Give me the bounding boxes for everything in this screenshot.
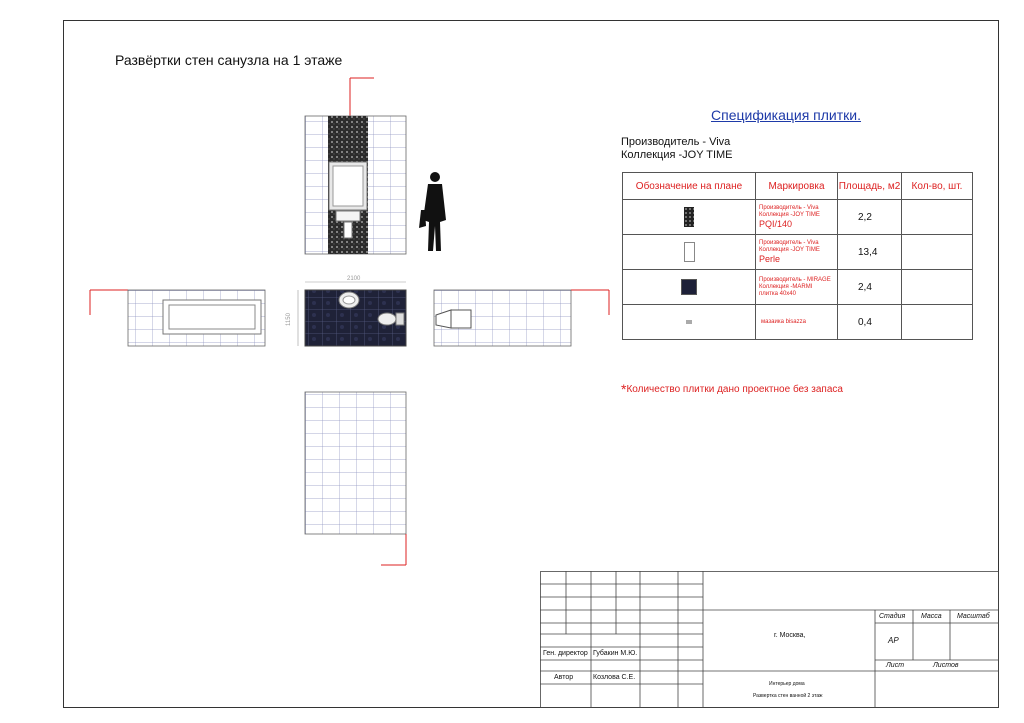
sheet-label: Лист [886, 662, 905, 669]
sheets-label: Листов [933, 662, 959, 669]
table-row [623, 270, 973, 305]
east-wall-elevation [434, 290, 609, 346]
plan-height-dimension: 1150 [286, 313, 292, 326]
qty-cell [902, 270, 973, 305]
table-row [623, 235, 973, 270]
project-name: Интерьер дома [769, 681, 805, 687]
floor-plan [286, 276, 406, 346]
table-row [623, 200, 973, 235]
spec-title: Спецификация плитки. [711, 107, 862, 123]
qty-cell [902, 305, 973, 340]
stock-note [621, 381, 843, 397]
area-cell: 0,4 [838, 305, 902, 340]
person-silhouette [419, 172, 446, 251]
marking-cell [756, 305, 838, 340]
page-title: Развёртки стен санузла на 1 этаже [115, 52, 343, 68]
marking-cell [756, 270, 838, 305]
mass-label: Масса [921, 613, 942, 620]
area-cell: 13,4 [838, 235, 902, 270]
marking-line: Коллекция -JOY TIME [759, 211, 820, 218]
note-text: Количество плитки дано проектное без запаса [626, 384, 843, 395]
qty-cell [902, 235, 973, 270]
marking-line: Производитель - Viva [759, 239, 819, 246]
title-block-grid [540, 571, 999, 708]
note-asterisk: * [621, 381, 627, 397]
col-area: Площадь, м2 [838, 173, 902, 200]
sheet-title: Развертка стен ванной 2 этаж [753, 693, 823, 699]
swatch-cell [623, 235, 756, 270]
white-tile-swatch [684, 242, 695, 262]
title-block [540, 571, 999, 708]
marking-line: Производитель - Viva [759, 204, 819, 211]
marking-line: Коллекция -MARMI [759, 283, 813, 290]
marking-code: PQI/140 [759, 218, 793, 229]
marking-cell [756, 200, 838, 235]
west-wall-elevation [90, 290, 265, 346]
marking-line: Коллекция -JOY TIME [759, 246, 820, 253]
south-wall-elevation [305, 392, 406, 565]
area-cell: 2,4 [838, 270, 902, 305]
marking-cell [756, 235, 838, 270]
swatch-cell [623, 200, 756, 235]
gen-director-label: Ген. директор [543, 650, 588, 657]
marking-line: плитка 40x40 [759, 290, 796, 297]
author-name: Козлова С.Е. [593, 674, 636, 681]
area-cell: 2,2 [838, 200, 902, 235]
col-marking: Маркировка [756, 173, 838, 200]
collection-line: Коллекция -JOY TIME [621, 149, 733, 161]
marking-line: Производитель - MIRAGE [759, 276, 831, 283]
gen-director-name: Губакин М.Ю. [593, 650, 638, 657]
col-designation: Обозначение на плане [623, 173, 756, 200]
table-header-row [623, 173, 973, 200]
maker-line: Производитель - Viva [621, 136, 731, 148]
qty-cell [902, 200, 973, 235]
table-row [623, 305, 973, 340]
swatch-cell [623, 270, 756, 305]
stage-label: Стадия [879, 613, 906, 620]
dark-tile-swatch [681, 279, 697, 295]
stage-value: АР [888, 636, 899, 645]
wall-elevations-drawing [85, 70, 615, 570]
marking-code: Perle [759, 253, 781, 264]
marking-line: мазаика bisazza [761, 318, 806, 325]
plan-width-dimension: 2100 [347, 276, 361, 282]
tile-spec-table [622, 172, 973, 340]
author-label: Автор [554, 674, 574, 681]
grey-mosaic-swatch [686, 320, 692, 324]
city-label: г. Москва, [774, 632, 806, 639]
swatch-cell [623, 305, 756, 340]
spec-maker-info [621, 136, 733, 162]
col-qty: Кол-во, шт. [902, 173, 973, 200]
mosaic-tile-swatch [684, 207, 694, 227]
scale-label: Масштаб [957, 613, 990, 620]
north-wall-elevation [305, 78, 406, 254]
